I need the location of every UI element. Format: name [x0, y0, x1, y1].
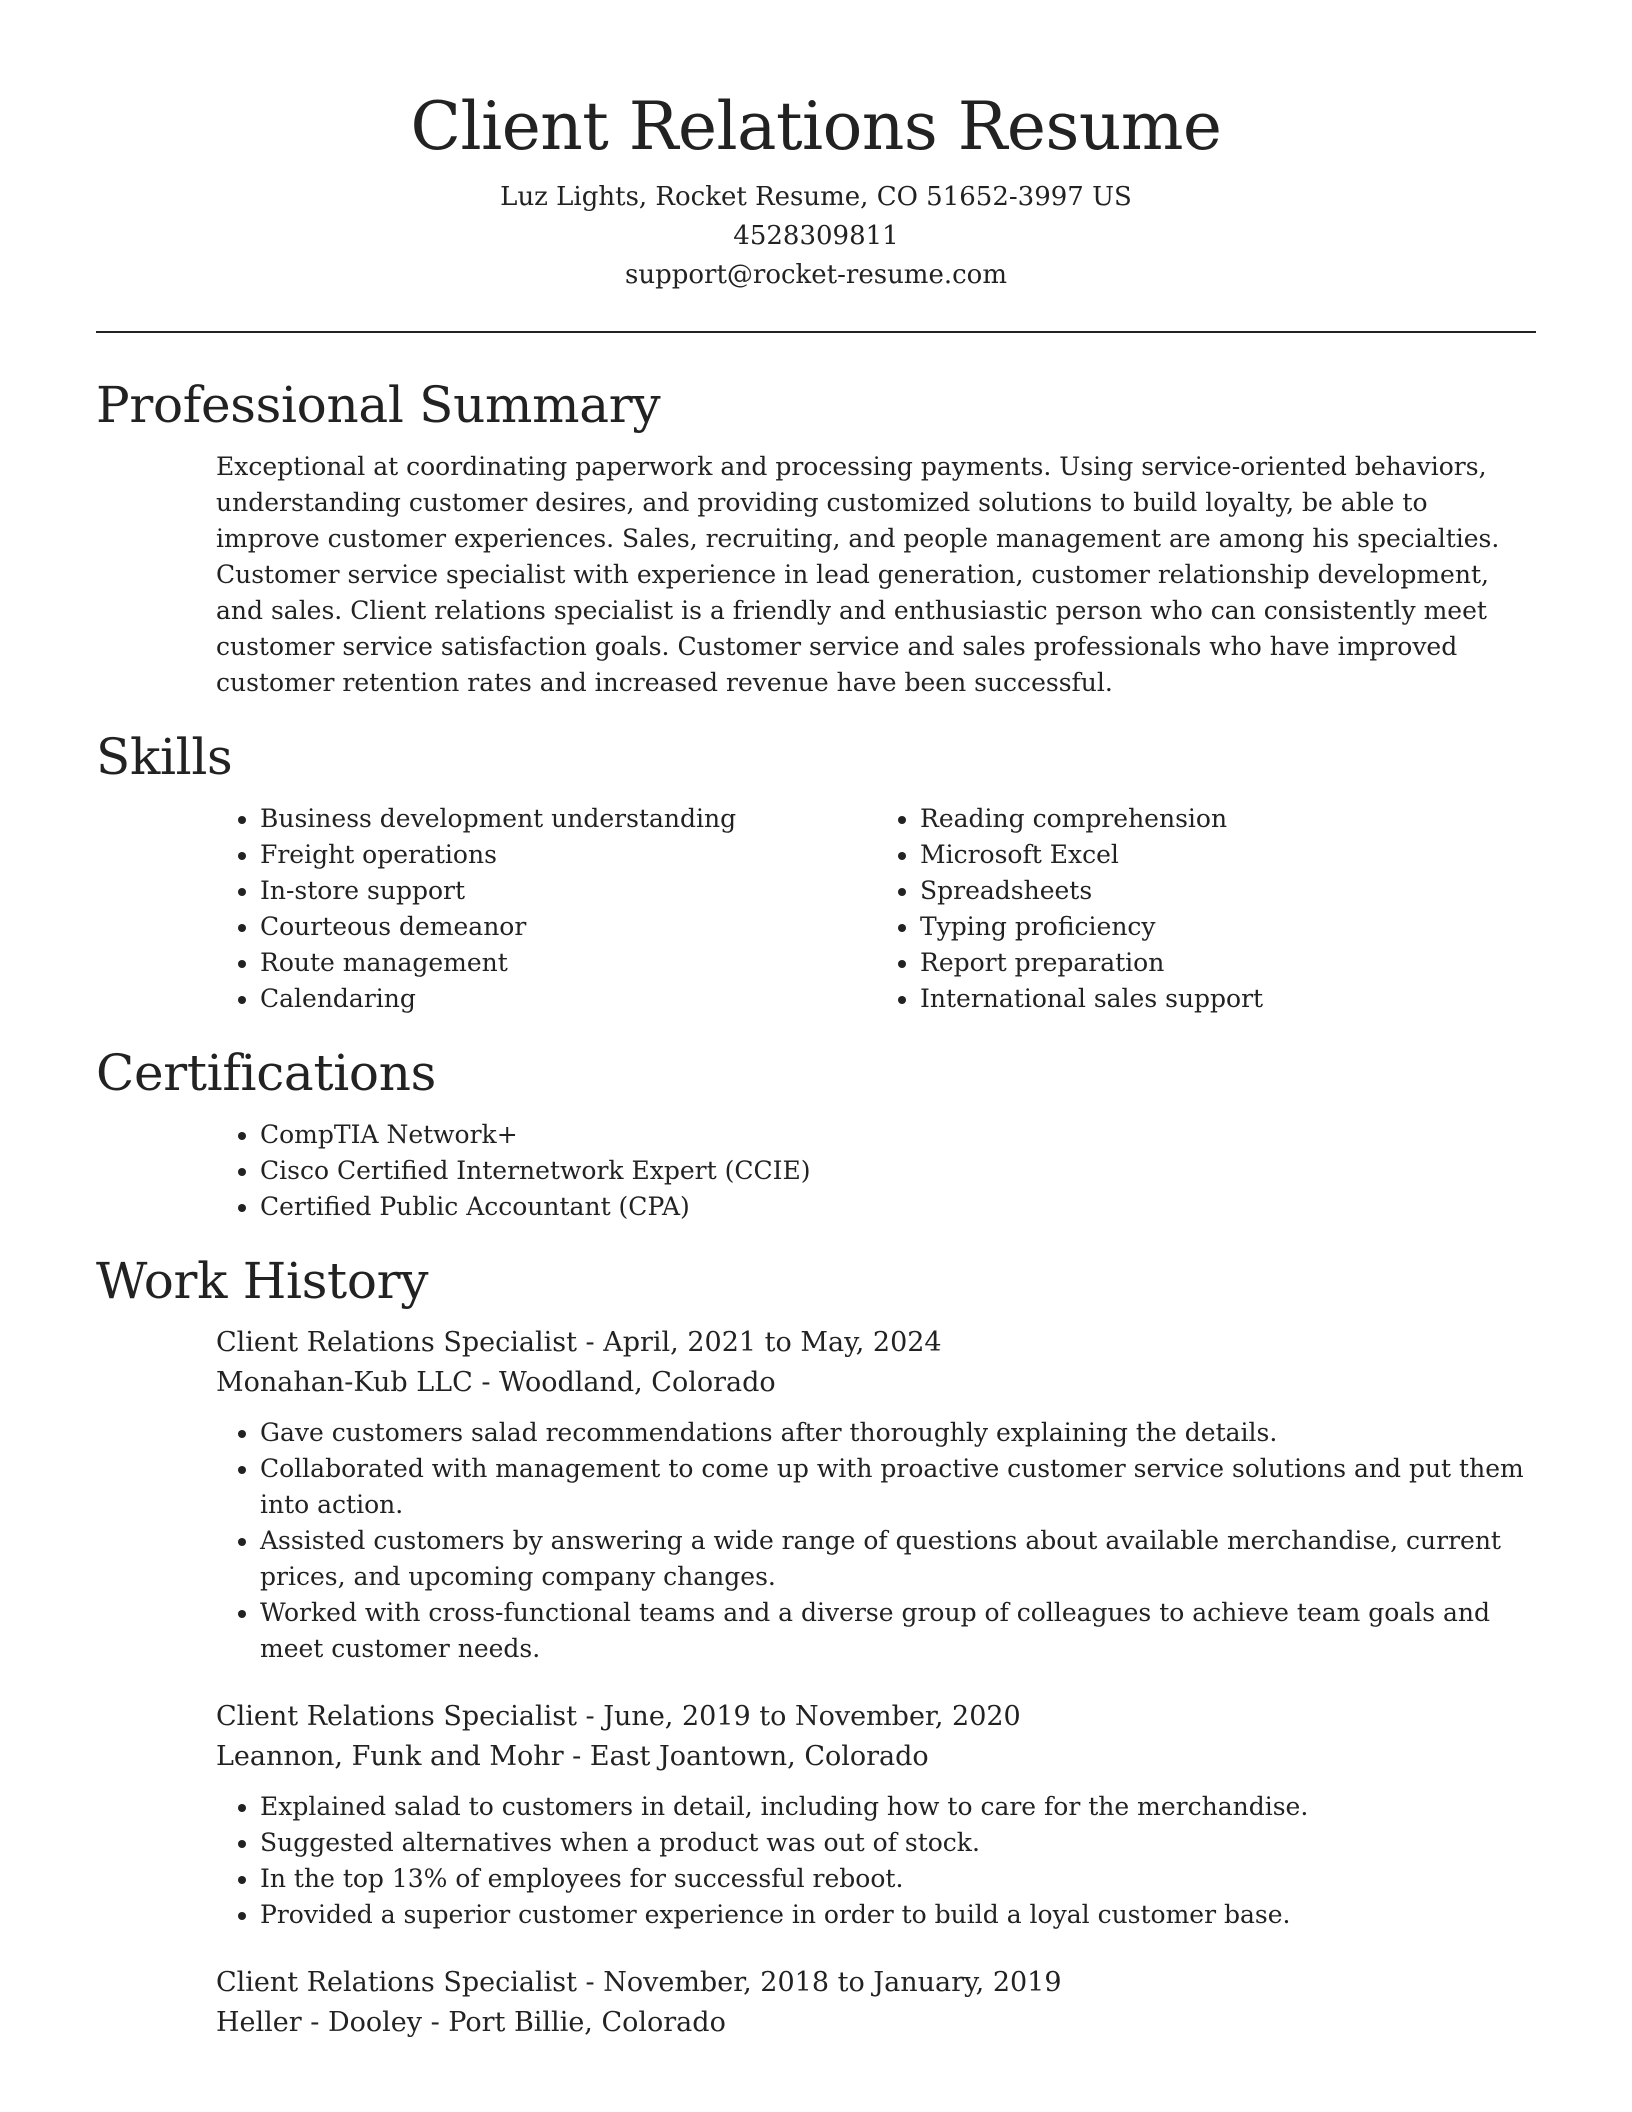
resume-page: [96, 0, 1536, 2043]
certifications-heading: Certifications: [96, 1044, 436, 1102]
job-company: Leannon, Funk and Mohr - East Joantown, Colorado: [216, 1741, 929, 1772]
job-title: Client Relations Specialist - November, 2018 to January, 2019: [216, 1967, 1062, 1998]
skill-item: • Route management: [260, 945, 876, 981]
job-entry: [216, 1963, 1536, 2043]
skill-item: • Calendaring: [260, 981, 876, 1017]
contact-block: [96, 178, 1536, 295]
skill-item: • Microsoft Excel: [920, 837, 1536, 873]
job-bullet: • Assisted customers by answering a wide range of questions about available merchandise, current prices, and upcoming company changes.: [260, 1523, 1536, 1595]
skills-heading: Skills: [96, 728, 233, 786]
certification-item: • Certified Public Accountant (CPA): [260, 1189, 1536, 1225]
skills-column-left: [216, 801, 876, 1017]
skill-item: • Business development understanding: [260, 801, 876, 837]
skill-item: • Report preparation: [920, 945, 1536, 981]
skill-item: • Courteous demeanor: [260, 909, 876, 945]
job-bullet: • Collaborated with management to come up with proactive customer service solutions and put them into action.: [260, 1451, 1536, 1523]
job-bullet: • Suggested alternatives when a product was out of stock.: [260, 1825, 1536, 1861]
contact-phone: 4528309811: [733, 221, 899, 251]
skill-item: • International sales support: [920, 981, 1536, 1017]
job-title: Client Relations Specialist - June, 2019 to November, 2020: [216, 1701, 1021, 1732]
certification-item: • CompTIA Network+: [260, 1117, 1536, 1153]
job-bullet: • Explained salad to customers in detail, including how to care for the merchandise.: [260, 1789, 1536, 1825]
job-bullets: [216, 1789, 1536, 1933]
job-entry: [216, 1697, 1536, 1933]
skill-item: • Typing proficiency: [920, 909, 1536, 945]
certifications-list: [216, 1117, 1536, 1225]
summary-text: Exceptional at coordinating paperwork and processing payments. Using service-oriented behaviors, understanding customer desires, and providing customized solutions to build loyalty, be able to improve customer experiences. Sales, recruiting, and people management are among his specialties. Customer service specialist with experience in lead generation, customer relationship development, and sales. Client relations specialist is a friendly and enthusiastic person who can consistently meet customer service satisfaction goals. Customer service and sales professionals who have improved customer retention rates and increased revenue have been successful.: [216, 452, 1500, 697]
contact-address: Luz Lights, Rocket Resume, CO 51652-3997 US: [500, 182, 1132, 212]
header-divider: [96, 331, 1536, 333]
skill-item: • In-store support: [260, 873, 876, 909]
job-entry: [216, 1323, 1536, 1667]
contact-email[interactable]: support@rocket-resume.com: [624, 260, 1007, 290]
skill-item: • Spreadsheets: [920, 873, 1536, 909]
certification-item: • Cisco Certified Internetwork Expert (CCIE): [260, 1153, 1536, 1189]
job-bullet: • In the top 13% of employees for successful reboot.: [260, 1861, 1536, 1897]
job-company: Heller - Dooley - Port Billie, Colorado: [216, 2007, 726, 2038]
summary-heading: Professional Summary: [96, 376, 661, 434]
skills-column-right: [876, 801, 1536, 1017]
skill-item: • Reading comprehension: [920, 801, 1536, 837]
job-bullet: • Provided a superior customer experience in order to build a loyal customer base.: [260, 1897, 1536, 1933]
job-bullet: • Worked with cross-functional teams and a diverse group of colleagues to achieve team goals and meet customer needs.: [260, 1595, 1536, 1667]
job-company: Monahan-Kub LLC - Woodland, Colorado: [216, 1367, 776, 1398]
job-bullet: • Gave customers salad recommendations after thoroughly explaining the details.: [260, 1415, 1536, 1451]
skill-item: • Freight operations: [260, 837, 876, 873]
job-bullets: [216, 1415, 1536, 1667]
resume-title: Client Relations Resume: [410, 88, 1222, 165]
job-title: Client Relations Specialist - April, 2021 to May, 2024: [216, 1327, 942, 1358]
skills-list: [216, 801, 1536, 1017]
work-history-heading: Work History: [96, 1252, 429, 1310]
